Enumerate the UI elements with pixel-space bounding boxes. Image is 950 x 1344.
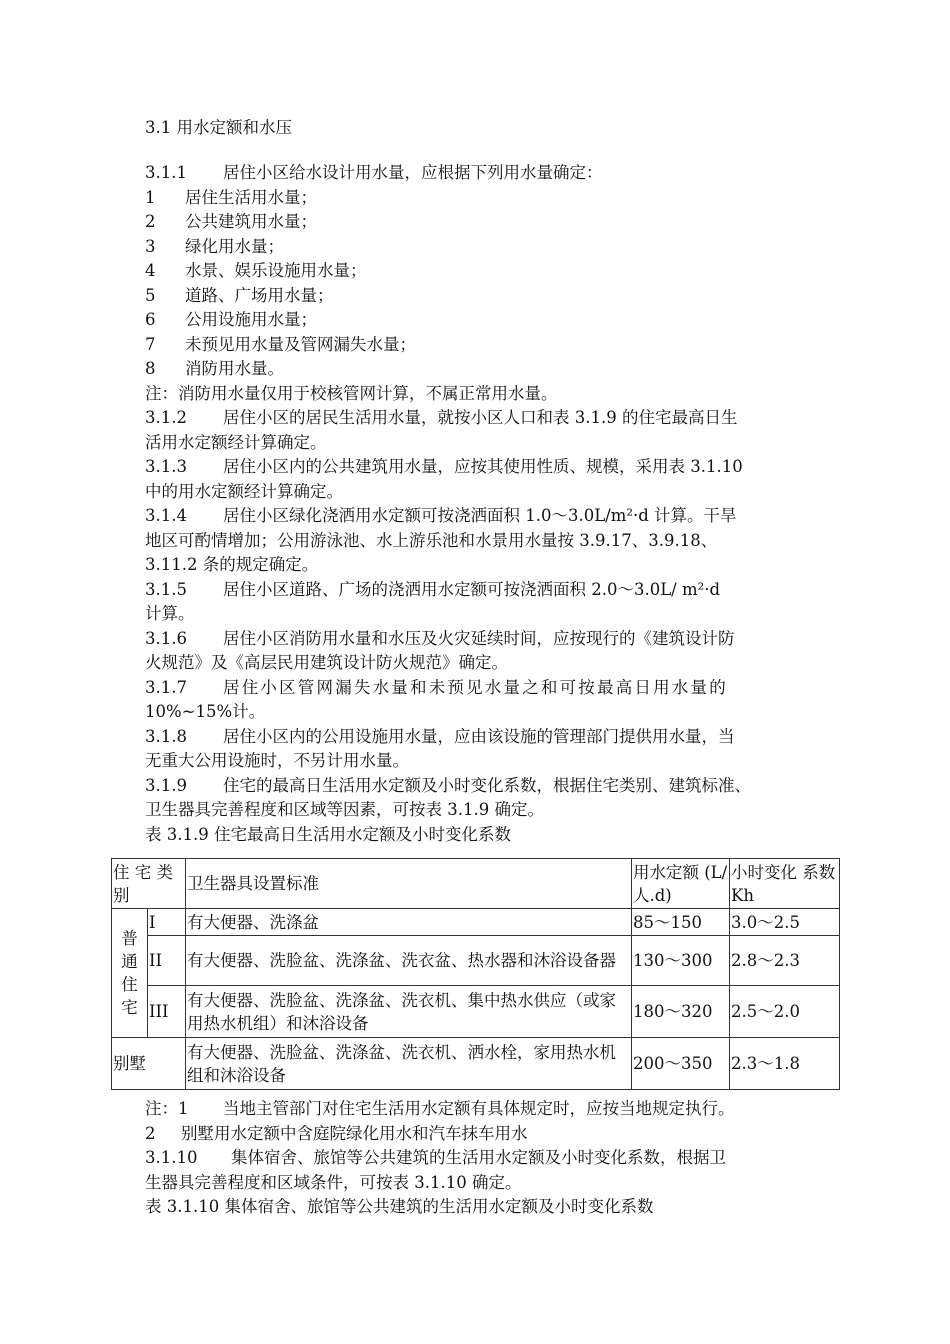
clause-text: 集体宿舍、旅馆等公共建筑的生活用水定额及小时变化系数，根据卫 [231,1148,726,1167]
clause-3-1-5 [145,578,815,603]
table-title: 表 3.1.9 住宅最高日生活用水定额及小时变化系数 [145,824,511,844]
class-cell: I [148,909,186,936]
quota-cell: 130～300 [632,936,730,986]
quota-cell: 200～350 [632,1038,730,1090]
clause-number: 3.1.8 [145,726,187,746]
header-quota: 用水定额 (L/人.d) [632,859,730,909]
note-number: 2 [145,1123,156,1143]
clause-text-continued: 卫生器具完善程度和区域等因素，可按表 3.1.9 确定。 [145,800,544,819]
list-item [145,333,815,358]
table-note-2 [145,1122,825,1147]
standard-cell: 有大便器、洗脸盆、洗涤盆、洗衣机、洒水栓，家用热水机组和沐浴设备 [186,1038,632,1090]
quota-cell: 85～150 [632,909,730,936]
clause-text: 住宅的最高日生活用水定额及小时变化系数，根据住宅类别、建筑标准、 [223,775,751,795]
list-item [145,235,815,260]
clause-3-1-8 [145,725,815,750]
item-text: 未预见用水量及管网漏失水量； [185,334,416,354]
clause-text: 居住小区绿化浇洒用水定额可按浇洒面积 1.0～3.0L/m²·d 计算。干旱 [223,506,737,525]
item-text: 居住生活用水量； [185,187,317,207]
item-text: 公用设施用水量； [185,310,317,329]
clause-number: 3.1.9 [145,775,187,795]
clause-number: 3.1.4 [145,506,187,525]
villa-label: 别墅 [112,1038,186,1090]
water-quota-table [111,858,840,1090]
item-number: 4 [145,261,156,280]
group-label: 普 通 住 宅 [112,909,148,1038]
kh-cell: 2.3～1.8 [730,1038,840,1090]
section-heading: 3.1 用水定额和水压 [145,118,292,137]
clause-text-continued: 地区可酌情增加；公用游泳池、水上游乐池和水景用水量按 3.9.17、3.9.18、 [145,530,718,550]
kh-cell: 2.8～2.3 [730,936,840,986]
item-text: 消防用水量。 [185,359,284,378]
item-number: 3 [145,236,156,256]
item-number: 6 [145,310,156,329]
list-item [145,210,815,235]
note-text: 当地主管部门对住宅生活用水定额有具体规定时，应按当地规定执行。 [223,1099,735,1118]
clause-3-1-1 [145,161,815,186]
clause-number: 3.1.10 [145,1148,198,1167]
list-item [145,259,815,284]
clause-number: 3.1.3 [145,457,187,476]
clause-text-continued: 无重大公用设施时，不另计用水量。 [145,751,409,770]
clause-text: 居住小区内的公用设施用水量，应由该设施的管理部门提供用水量，当 [223,726,735,746]
clause-number: 3.1.6 [145,628,187,648]
after-table-notes [145,1097,825,1220]
clause-text-continued: 生器具完善程度和区域条件，可按表 3.1.10 确定。 [145,1172,522,1192]
clause-3-1-10 [145,1146,825,1171]
header-type: 住 宅 类 别 [112,859,186,909]
clause-text-continued: 10%~15%计。 [145,702,266,721]
list-item [145,186,815,211]
table-title: 表 3.1.10 集体宿舍、旅馆等公共建筑的生活用水定额及小时变化系数 [145,1197,654,1216]
list-item [145,357,815,382]
clause-text: 居住小区消防用水量和水压及火灾延续时间，应按现行的《建筑设计防 [223,628,735,648]
clause-text-continued: 计算。 [145,604,195,623]
table-note-1 [145,1097,825,1122]
clause-3-1-4 [145,504,815,529]
note-number: 注：1 [145,1099,189,1118]
item-number: 1 [145,187,156,207]
item-text: 公共建筑用水量； [185,212,317,231]
clause-3-1-2 [145,406,815,431]
kh-cell: 3.0～2.5 [730,909,840,936]
clause-3-1-6 [145,627,815,652]
document-body [145,161,815,847]
clause-text-continued: 活用水定额经计算确定。 [145,432,327,452]
item-number: 8 [145,359,156,378]
standard-cell: 有大便器、洗脸盆、洗涤盆、洗衣机、集中热水供应（或家用热水机组）和沐浴设备 [186,986,632,1038]
class-cell: II [148,936,186,986]
item-text: 绿化用水量； [185,236,284,256]
clause-text: 居住小区的居民生活用水量，就按小区人口和表 3.1.9 的住宅最高日生 [223,408,738,427]
header-kh: 小时变化 系数 Kh [730,859,840,909]
kh-cell: 2.5～2.0 [730,986,840,1038]
clause-number: 3.1.7 [145,677,187,697]
item-number: 7 [145,334,156,354]
clause-number: 3.1.5 [145,579,187,599]
clause-text-continued: 火规范》及《高层民用建筑设计防火规范》确定。 [145,653,508,672]
item-number: 5 [145,285,156,305]
note-text: 别墅用水定额中含庭院绿化用水和汽车抹车用水 [181,1123,528,1143]
quota-cell: 180～320 [632,986,730,1038]
table-row [112,909,840,936]
item-number: 2 [145,212,156,231]
clause-text: 居住小区内的公共建筑用水量，应按其使用性质、规模，采用表 3.1.10 [223,457,743,476]
clause-text: 居住小区道路、广场的浇洒用水定额可按浇洒面积 2.0～3.0L/ m²·d [223,579,721,599]
clause-3-1-9 [145,774,815,799]
clause-text: 居住小区管网漏失水量和未预见水量之和可按最高日用水量的 [223,677,728,697]
item-text: 道路、广场用水量； [185,285,334,305]
standard-cell: 有大便器、洗涤盆 [186,909,632,936]
table-row [112,936,840,986]
standard-cell: 有大便器、洗脸盆、洗涤盆、洗衣盆、热水器和沐浴设备器 [186,936,632,986]
table-row [112,1038,840,1090]
clause-3-1-7 [145,676,815,701]
list-item [145,284,815,309]
class-cell: III [148,986,186,1038]
clause-text: 居住小区给水设计用水量，应根据下列用水量确定： [223,163,603,182]
item-text: 水景、娱乐设施用水量； [185,261,367,280]
clause-number: 3.1.2 [145,408,187,427]
clause-3-1-3 [145,455,815,480]
list-item [145,308,815,333]
clause-number: 3.1.1 [145,163,187,182]
table-header-row [112,859,840,909]
header-standard: 卫生器具设置标准 [186,859,632,909]
clause-text-continued: 中的用水定额经计算确定。 [145,481,343,501]
note: 注：消防用水量仅用于校核管网计算，不属正常用水量。 [145,383,558,403]
table-row [112,986,840,1038]
clause-text-continued: 3.11.2 条的规定确定。 [145,555,319,574]
